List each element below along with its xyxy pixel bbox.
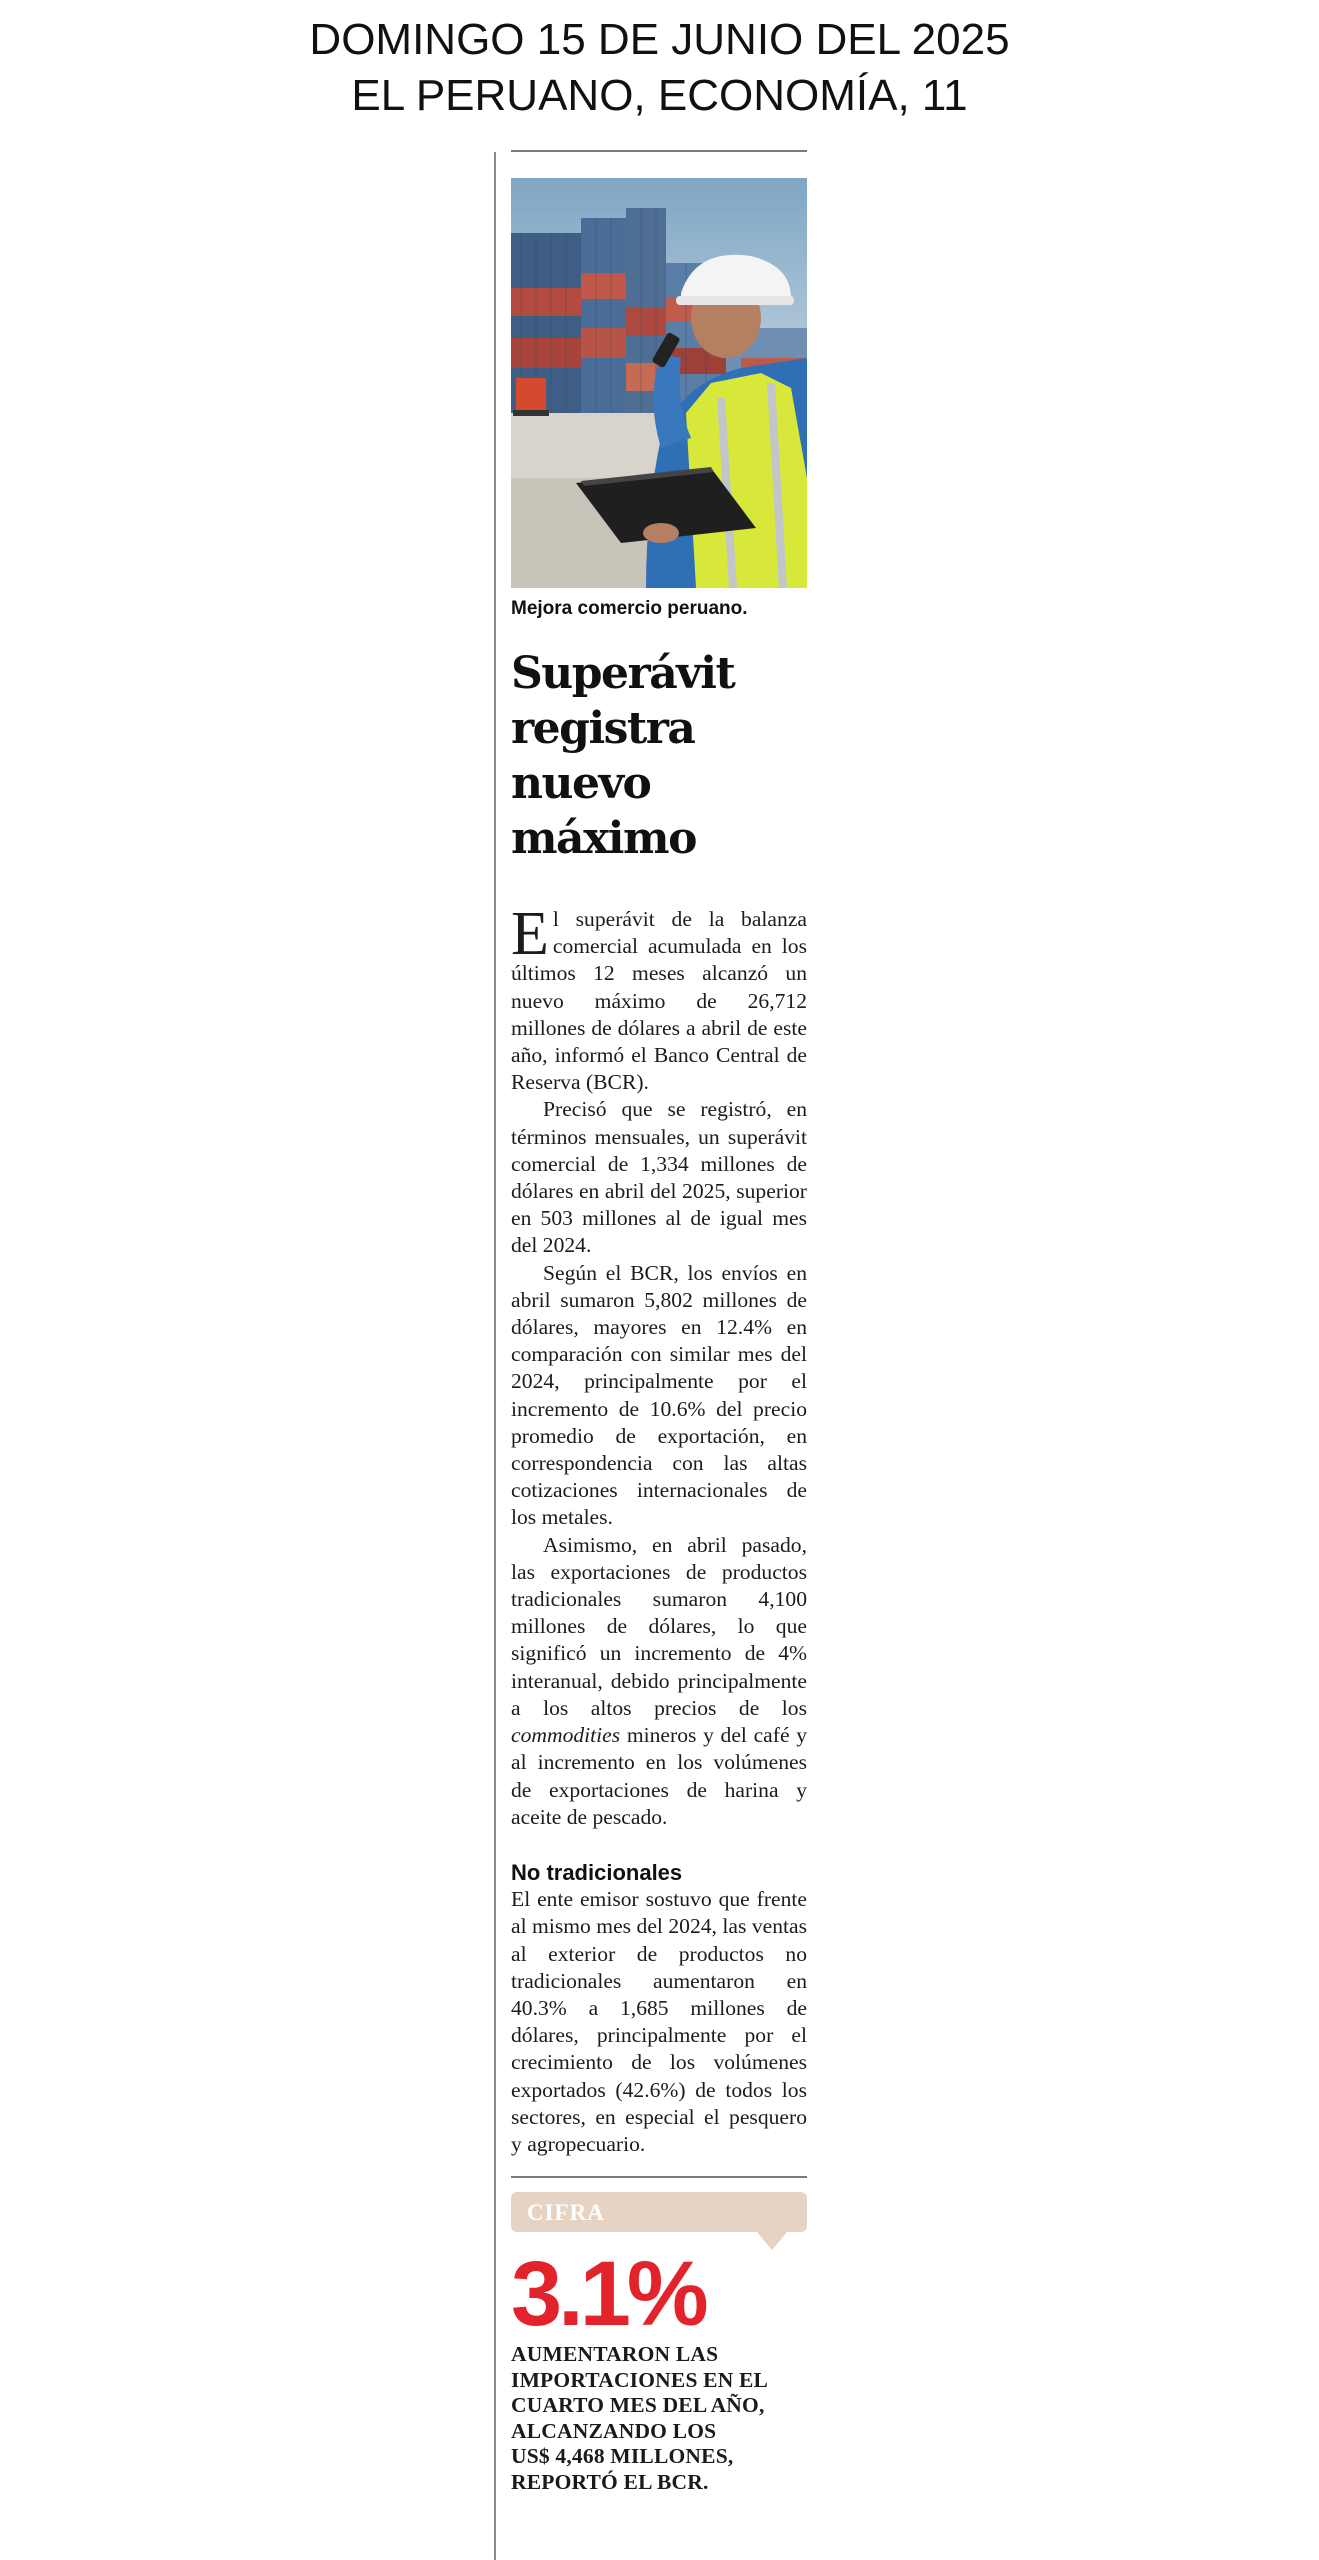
drop-cap: E (511, 900, 549, 968)
cifra-line: US$ 4,468 MILLONES, (511, 2444, 734, 2469)
cifra-value: 3.1% (511, 2243, 705, 2346)
cifra-label: CIFRA (527, 2200, 605, 2226)
cifra-line: REPORTÓ EL BCR. (511, 2469, 709, 2494)
column-divider (494, 152, 496, 2560)
cifra-line: IMPORTACIONES EN EL (511, 2367, 769, 2392)
cifra-description (511, 2342, 807, 2495)
headline-line: registra (511, 703, 695, 754)
article-headline (511, 646, 807, 866)
port-worker-image (511, 178, 807, 588)
article-photo (511, 178, 807, 588)
paragraph-5: El ente emisor sostuvo que frente al mismo mes del 2024, las ventas al exterior de productos no tradicionales aumentaron en 40.3% a 1,685 millones de dólares, principalmente por el crecimiento de los volúmenes exportados (42.6%) de todos los sectores, en especial el pesquero y agropecuario. (511, 1887, 807, 2156)
paragraph-4-text: Asimismo, en abril pasado, las exportaciones de productos tradicionales sumaron 4,100 millones de dólares, lo que significó un incremento de 4% interanual, debido principalmente a los altos precios de los (511, 1532, 807, 1720)
bottom-rule (511, 2176, 807, 2178)
header-date: DOMINGO 15 DE JUNIO DEL 2025 (309, 15, 1010, 64)
cifra-line: ALCANZANDO LOS (511, 2418, 717, 2443)
article-body (511, 900, 807, 2158)
headline-line: nuevo (511, 758, 651, 809)
cifra-line: AUMENTARON LAS (511, 2342, 719, 2367)
paragraph-1-text: l superávit de la balanza comercial acumulada en los últimos 12 meses alcanzó un nuevo máximo de 26,712 millones de dólares a abril de este año, informó el Banco Central de Reserva (BCR). (511, 907, 807, 1095)
photo-caption: Mejora comercio peruano. (511, 598, 748, 619)
cifra-line: CUARTO MES DEL AÑO, (511, 2393, 765, 2418)
italic-term: commodities (511, 1723, 621, 1748)
paragraph-4 (511, 1532, 807, 1831)
speech-notch-icon (757, 2232, 787, 2250)
top-rule (511, 150, 807, 152)
headline-line: Superávit (511, 648, 735, 699)
paragraph-1 (511, 900, 807, 1096)
cifra-label-box (511, 2192, 807, 2232)
header-section: EL PERUANO, ECONOMÍA, 11 (351, 71, 968, 120)
page-header (0, 12, 1319, 124)
paragraph-3: Según el BCR, los envíos en abril sumaron 5,802 millones de dólares, mayores en 12.4% en comparación con similar mes del 2024, principalmente por el incremento de 10.6% del precio promedio de exportación, en correspondencia con las altas cotizaciones internacionales de los metales. (511, 1260, 807, 1530)
paragraph-2: Precisó que se registró, en términos mensuales, un superávit comercial de 1,334 millones de dólares en abril del 2025, superior en 503 millones al de igual mes del 2024. (511, 1097, 807, 1258)
paragraph-4-text-end: mineros y del café y al incremento en los volúmenes de exportaciones de harina y aceite de pescado. (511, 1723, 807, 1829)
headline-line: máximo (511, 813, 696, 864)
subheading: No tradicionales (511, 1859, 683, 1885)
article-column (511, 150, 807, 2495)
